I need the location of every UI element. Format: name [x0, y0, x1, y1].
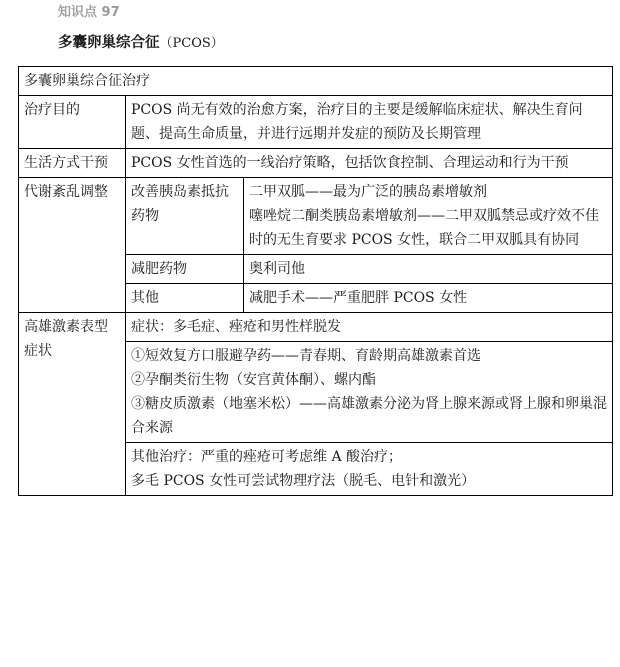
insulin-drugs-label: 改善胰岛素抵抗药物 [126, 178, 244, 255]
row-label-hyperandrogen: 高雄激素表型症状 [19, 313, 126, 496]
hyperandrogen-treatments [126, 342, 613, 443]
hyperandrogen-symptoms: 症状：多毛症、痤疮和男性样脱发 [126, 313, 613, 342]
insulin-drug-line-2: 噻唑烷二酮类胰岛素增敏剂——二甲双胍禁忌或疗效不佳时的无生育要求 PCOS 女性，联合二甲双胍具有协同 [249, 208, 599, 248]
title-main: 多囊卵巢综合征 [58, 35, 160, 51]
weight-drugs-label: 减肥药物 [126, 255, 244, 284]
table-row-lifestyle [19, 149, 613, 178]
treatment-item-3: ③糖皮质激素（地塞米松）——高雄激素分泌为肾上腺来源或肾上腺和卵巢混合来源 [131, 396, 607, 436]
page-title [58, 33, 224, 54]
table-row-metabolic-insulin [19, 178, 613, 255]
row-label-lifestyle: 生活方式干预 [19, 149, 126, 178]
title-abbreviation: （PCOS） [159, 36, 224, 51]
treatment-item-2: ②孕酮类衍生物（安宫黄体酮）、螺内酯 [131, 372, 376, 388]
table-header-row [19, 67, 613, 96]
other-treatment-line-1: 其他治疗：严重的痤疮可考虑维 A 酸治疗； [131, 449, 403, 465]
other-treatment-line-2: 多毛 PCOS 女性可尝试物理疗法（脱毛、电针和激光） [131, 473, 476, 489]
knowledge-point-label: 知识点 97 [58, 5, 120, 20]
treatment-item-1: ①短效复方口服避孕药——青春期、育龄期高雄激素首选 [131, 348, 481, 364]
insulin-drug-line-1: 二甲双胍——最为广泛的胰岛素增敏剂 [249, 184, 487, 200]
table-row-hyperandrogen-symptoms [19, 313, 613, 342]
row-label-goal: 治疗目的 [19, 96, 126, 149]
pcos-treatment-table [18, 66, 613, 496]
metabolic-other-text: 减肥手术——严重肥胖 PCOS 女性 [244, 284, 613, 313]
goal-text: PCOS 尚无有效的治愈方案，治疗目的主要是缓解临床症状、解决生育问题、提高生命质量，并进行远期并发症的预防及长期管理 [126, 96, 613, 149]
lifestyle-text: PCOS 女性首选的一线治疗策略，包括饮食控制、合理运动和行为干预 [126, 149, 613, 178]
row-label-metabolic: 代谢紊乱调整 [19, 178, 126, 313]
insulin-drugs-text [244, 178, 613, 255]
metabolic-other-label: 其他 [126, 284, 244, 313]
table-header-cell: 多囊卵巢综合征治疗 [19, 67, 613, 96]
table-row-goal [19, 96, 613, 149]
weight-drugs-text: 奥利司他 [244, 255, 613, 284]
hyperandrogen-other-treatments [126, 443, 613, 496]
